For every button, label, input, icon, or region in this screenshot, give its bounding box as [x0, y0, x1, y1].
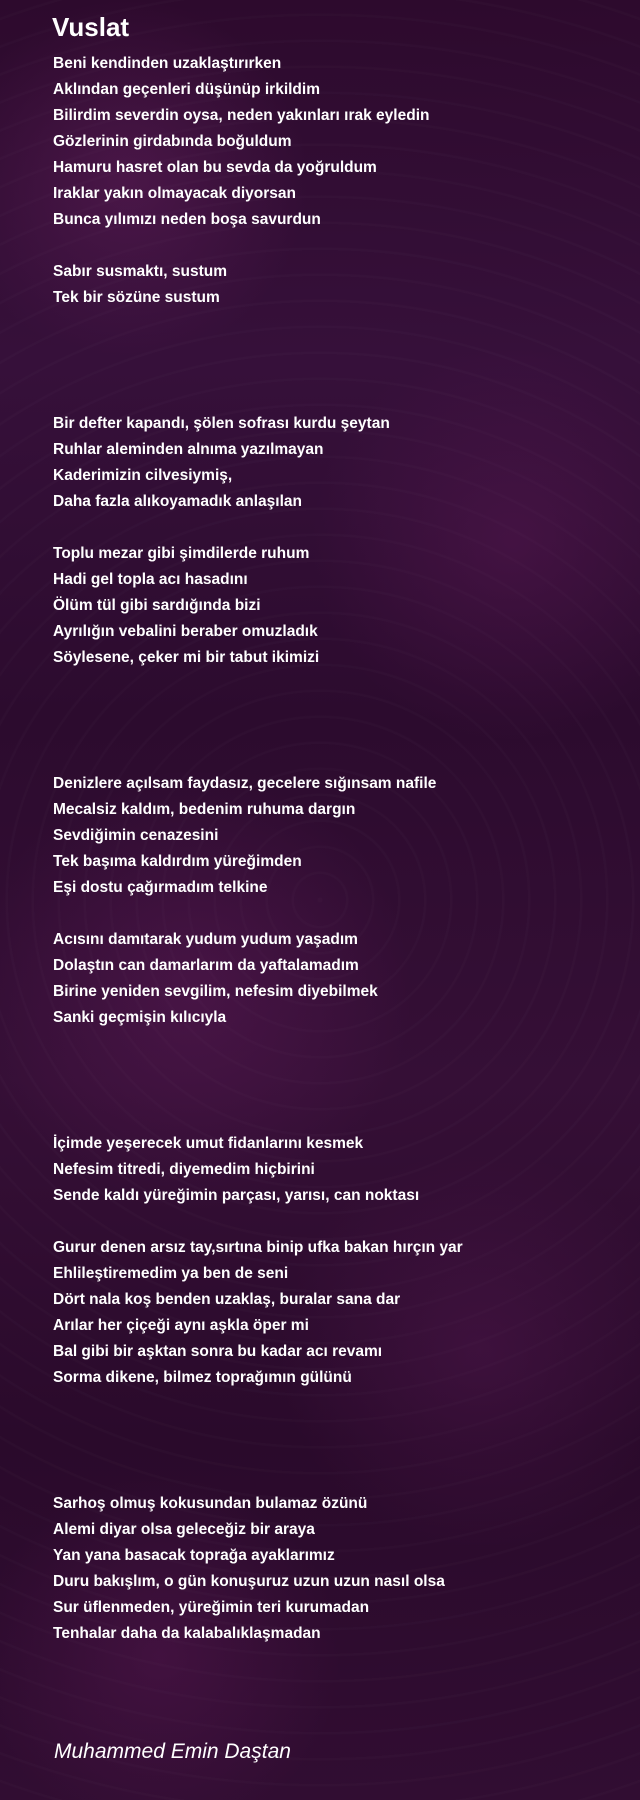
- poem-line: Söylesene, çeker mi bir tabut ikimizi: [53, 649, 320, 666]
- poem-line: Tek başıma kaldırdım yüreğimden: [53, 853, 302, 870]
- stanza-3: [53, 411, 390, 515]
- poem-line: Duru bakışlım, o gün konuşuruz uzun uzun nasıl olsa: [53, 1573, 445, 1590]
- poem-line: Beni kendinden uzaklaştırırken: [53, 55, 282, 72]
- poem-line: Sabır susmaktı, sustum: [53, 263, 228, 280]
- poem-line: Daha fazla alıkoyamadık anlaşılan: [53, 493, 302, 510]
- poem-line: Bal gibi bir aşktan sonra bu kadar acı revamı: [53, 1343, 383, 1360]
- poem-line: Arılar her çiçeği aynı aşkla öper mi: [53, 1317, 309, 1334]
- stanza-2: [53, 259, 227, 311]
- poem-line: Kaderimizin cilvesiymiş,: [53, 467, 233, 484]
- poem-line: Ehlileştiremedim ya ben de seni: [53, 1265, 289, 1282]
- poem-line: Bilirdim severdin oysa, neden yakınları ırak eyledin: [53, 107, 430, 124]
- poem-author: Muhammed Emin Daştan: [54, 1740, 291, 1763]
- poem-line: Acısını damıtarak yudum yudum yaşadım: [53, 931, 358, 948]
- stanza-9: [53, 1491, 445, 1647]
- poem-line: Denizlere açılsam faydasız, gecelere sığınsam nafile: [53, 775, 437, 792]
- poem-line: Birine yeniden sevgilim, nefesim diyebilmek: [53, 983, 378, 1000]
- poem-line: Hamuru hasret olan bu sevda da yoğruldum: [53, 159, 377, 176]
- stanza-1: [53, 51, 429, 233]
- poem-line: Dolaştın can damarlarım da yaftalamadım: [53, 957, 359, 974]
- poem-line: Toplu mezar gibi şimdilerde ruhum: [53, 545, 310, 562]
- poem-line: Gözlerinin girdabında boğuldum: [53, 133, 292, 150]
- poem-line: Sorma dikene, bilmez toprağımın gülünü: [53, 1369, 352, 1386]
- stanza-8: [53, 1235, 463, 1391]
- poem-line: Mecalsiz kaldım, bedenim ruhuma dargın: [53, 801, 356, 818]
- stanza-4: [53, 541, 319, 671]
- poem-line: Dört nala koş benden uzaklaş, buralar sana dar: [53, 1291, 401, 1308]
- stanza-7: [53, 1131, 419, 1209]
- poem-line: Gurur denen arsız tay,sırtına binip ufka bakan hırçın yar: [53, 1239, 463, 1256]
- poem-line: Ayrılığın vebalini beraber omuzladık: [53, 623, 318, 640]
- poem-line: Sevdiğimin cenazesini: [53, 827, 219, 844]
- poem-title: Vuslat: [52, 12, 130, 42]
- stanza-6: [53, 927, 378, 1031]
- poem-line: Ölüm tül gibi sardığında bizi: [53, 597, 261, 614]
- poem-line: Hadi gel topla acı hasadını: [53, 571, 248, 588]
- poem-line: Sur üflenmeden, yüreğimin teri kurumadan: [53, 1599, 370, 1616]
- poem-line: İçimde yeşerecek umut fidanlarını kesmek: [53, 1135, 364, 1152]
- poem-line: Iraklar yakın olmayacak diyorsan: [53, 185, 296, 202]
- poem-line: Nefesim titredi, diyemedim hiçbirini: [53, 1161, 315, 1178]
- poem-line: Sarhoş olmuş kokusundan bulamaz özünü: [53, 1495, 368, 1512]
- stanza-5: [53, 771, 436, 901]
- poem-line: Bir defter kapandı, şölen sofrası kurdu şeytan: [53, 415, 390, 432]
- poem-line: Alemi diyar olsa geleceğiz bir araya: [53, 1521, 315, 1538]
- poem-line: Sanki geçmişin kılıcıyla: [53, 1009, 227, 1026]
- poem-line: Eşi dostu çağırmadım telkine: [53, 879, 268, 896]
- poem-line: Tenhalar daha da kalabalıklaşmadan: [53, 1625, 321, 1642]
- poem-line: Tek bir sözüne sustum: [53, 289, 220, 306]
- poem-line: Bunca yılımızı neden boşa savurdun: [53, 211, 321, 228]
- poem-line: Aklından geçenleri düşünüp irkildim: [53, 81, 320, 98]
- poem-line: Ruhlar aleminden alnıma yazılmayan: [53, 441, 324, 458]
- poem-line: Yan yana basacak toprağa ayaklarımız: [53, 1547, 335, 1564]
- poem-line: Sende kaldı yüreğimin parçası, yarısı, can noktası: [53, 1187, 420, 1204]
